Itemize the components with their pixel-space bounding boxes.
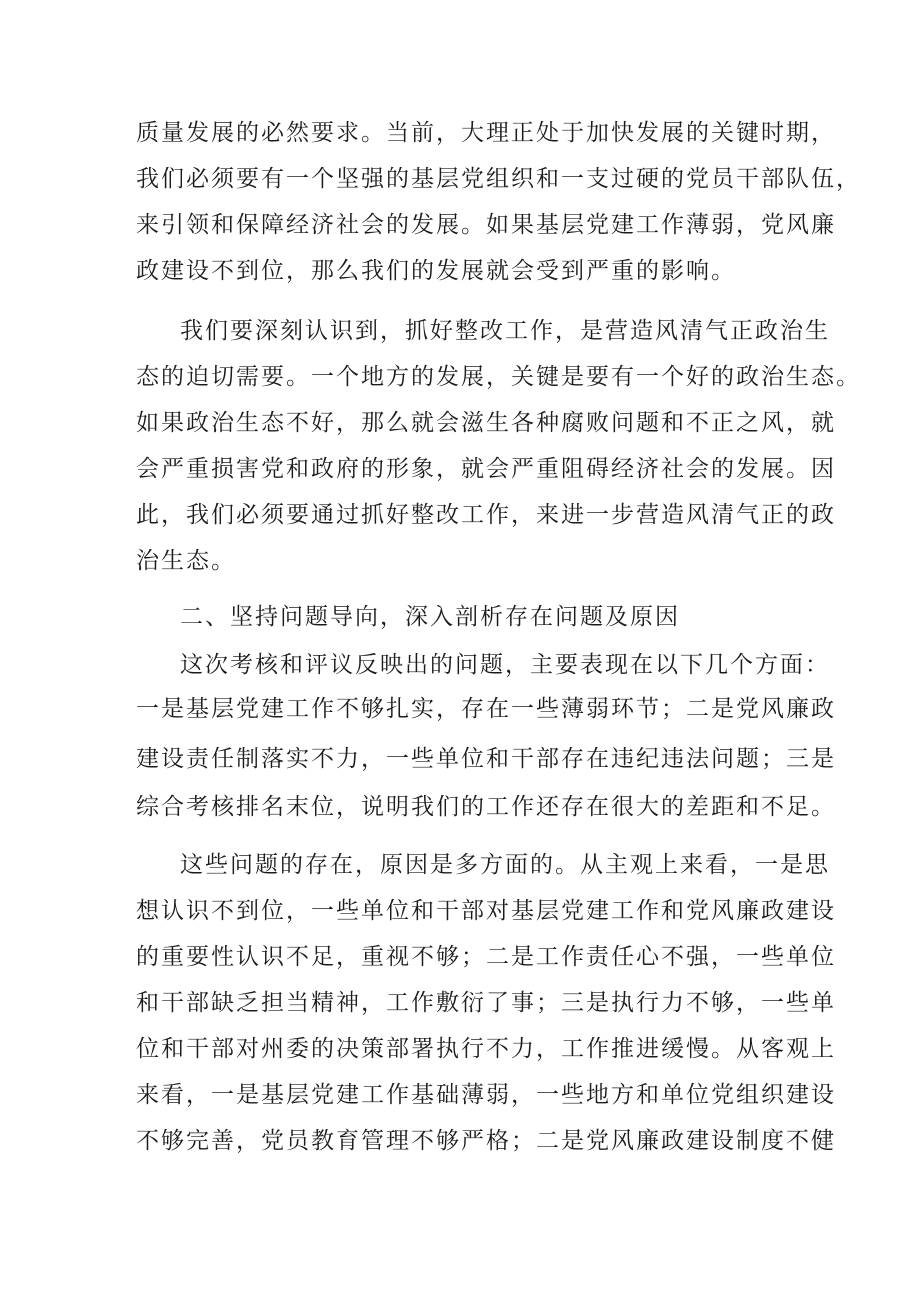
text-line: 我们要深刻认识到，抓好整改工作，是营造风清气正政治生 (180, 318, 830, 344)
section-heading: 二、坚持问题导向，深入剖析存在问题及原因 (180, 604, 680, 630)
text-line: 综合考核排名末位，说明我们的工作还存在很大的差距和不足。 (136, 794, 836, 820)
text-line: 质量发展的必然要求。当前，大理正处于加快发展的关键时期， (136, 120, 836, 146)
text-line: 治生态。 (136, 548, 236, 574)
text-line: 来看，一是基层党建工作基础薄弱，一些地方和单位党组织建设 (136, 1082, 836, 1108)
text-line: 建设责任制落实不力，一些单位和干部存在违纪违法问题；三是 (136, 746, 836, 772)
text-line: 此，我们必须要通过抓好整改工作，来进一步营造风清气正的政 (136, 502, 836, 528)
text-line: 的重要性认识不足，重视不够；二是工作责任心不强，一些单位 (136, 944, 836, 970)
text-line: 如果政治生态不好，那么就会滋生各种腐败问题和不正之风，就 (136, 410, 836, 436)
text-line: 和干部缺乏担当精神，工作敷衍了事；三是执行力不够，一些单 (136, 990, 836, 1016)
text-line: 我们必须要有一个坚强的基层党组织和一支过硬的党员干部队伍， (136, 166, 861, 192)
text-line: 不够完善，党员教育管理不够严格；二是党风廉政建设制度不健 (136, 1128, 836, 1154)
text-line: 政建设不到位，那么我们的发展就会受到严重的影响。 (136, 258, 736, 284)
text-line: 会严重损害党和政府的形象，就会严重阻碍经济社会的发展。因 (136, 456, 836, 482)
text-line: 态的迫切需要。一个地方的发展，关键是要有一个好的政治生态。 (136, 364, 861, 390)
text-line: 想认识不到位，一些单位和干部对基层党建工作和党风廉政建设 (136, 898, 836, 924)
text-line: 一是基层党建工作不够扎实，存在一些薄弱环节；二是党风廉政 (136, 696, 836, 722)
text-line: 这次考核和评议反映出的问题，主要表现在以下几个方面： (180, 652, 830, 678)
text-line: 这些问题的存在，原因是多方面的。从主观上来看，一是思 (180, 852, 830, 878)
text-line: 位和干部对州委的决策部署执行不力，工作推进缓慢。从客观上 (136, 1036, 836, 1062)
text-line: 来引领和保障经济社会的发展。如果基层党建工作薄弱，党风廉 (136, 212, 836, 238)
